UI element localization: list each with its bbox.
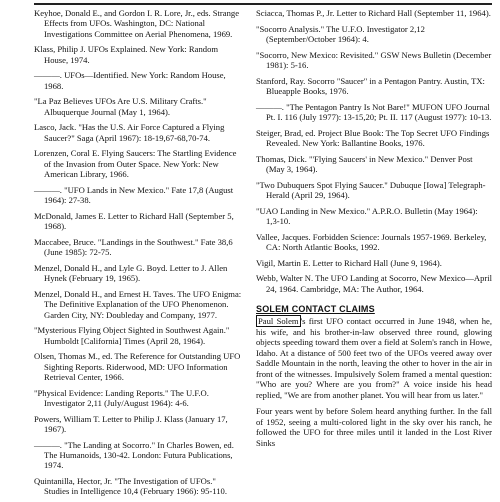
bibliography-left-column (34, 8, 242, 502)
bibliography-entry: Sciacca, Thomas P., Jr. Letter to Richard Hall (September 11, 1964). (256, 8, 491, 18)
bibliography-entry: "Socorro, New Mexico: Revisited." GSW News Bulletin (December 1981): 5-16. (256, 49, 492, 70)
top-rule (34, 3, 492, 5)
bibliography-entry: Webb, Walter N. The UFO Landing at Socorro, New Mexico—April 24, 1964. Cambridge, MA: The Author, 1964. (256, 273, 493, 294)
bibliography-entry: Stanford, Ray. Socorro "Saucer" in a Pentagon Pantry. Austin, TX: Blueapple Books, 1976. (256, 75, 485, 96)
bibliography-entry: Thomas, Dick. "'Flying Saucers' in New Mexico." Denver Post (May 3, 1964). (256, 153, 473, 174)
bibliography-entry: ———. UFOs—Identified. New York: Random House, 1968. (34, 70, 226, 91)
bibliography-entry: Keyhoe, Donald E., and Gordon I. R. Lore, Jr., eds. Strange Effects from UFOs. Washington, DC: National Investigations Committee on Aerial Phenomena, 1969. (34, 8, 240, 39)
bibliography-entry: Maccabee, Bruce. "Landings in the Southwest." Fate 38,6 (June 1985): 72-75. (34, 236, 233, 258)
bibliography-entry: "Mysterious Flying Object Sighted in Southwest Again." Humboldt [California] Times (April 28, 1964). (34, 325, 230, 346)
bibliography-entry: "Two Dubuquers Spot Flying Saucer." Dubuque [Iowa] Telegraph-Herald (April 29, 1964). (256, 179, 486, 200)
bibliography-entry: "UAO Landing in New Mexico." A.P.R.O. Bulletin (May 1964): 1,3-10. (256, 205, 478, 226)
bibliography-entry: "La Paz Believes UFOs Are U.S. Military Crafts." Albuquerque Journal (May 1, 1964). (34, 96, 207, 117)
bibliography-entry: Klass, Philip J. UFOs Explained. New York: Random House, 1974. (34, 44, 219, 65)
bibliography-right-column (256, 8, 492, 454)
bibliography-entry: Quintanilla, Hector, Jr. "The Investigation of UFOs." Studies in Intelligence 10,4 (February 1966): 95-110. (34, 476, 227, 497)
bibliography-entry: "Socorro Analysis." The U.F.O. Investigator 2,12 (September/October 1964): 4. (256, 23, 425, 44)
bibliography-entry: Vigil, Martin E. Letter to Richard Hall (June 9, 1964). (256, 257, 442, 268)
bibliography-entry: Lasco, Jack. "Has the U.S. Air Force Captured a Flying Saucer?" Saga (April 1967): 18-19,67-68,70-74. (34, 122, 225, 143)
bibliography-entry: ———. "UFO Lands in New Mexico." Fate 17,8 (August 1964): 27-38. (34, 184, 234, 206)
highlighted-name: Paul Solem (258, 316, 299, 326)
bibliography-entry: Olsen, Thomas M., ed. The Reference for Outstanding UFO Sighting Reports. Riderwood, MD: UFO Information Retrieval Center, 1966. (34, 351, 241, 383)
contact-paragraph-2: Four years went by before Solem heard anything further. In the fall of 1952, seeing a multi-colored light in the sky over his ranch, he followed the UFO for three miles until it landed in the Lost River Sinks (256, 406, 492, 448)
bibliography-entry: Lorenzen, Coral E. Flying Saucers: The Startling Evidence of the Invasion from Outer Space. New York: New American Library, 1966. (34, 148, 237, 180)
bibliography-entry: Powers, William T. Letter to Philip J. Klass (January 17, 1967). (34, 413, 228, 435)
contact-paragraph-1 (256, 316, 492, 400)
bibliography-entry: McDonald, James E. Letter to Richard Hall (September 5, 1968). (34, 210, 234, 232)
bibliography-entry: Menzel, Donald H., and Ernest H. Taves. The UFO Enigma: The Definitive Explanation of the UFO Phenomenon. Garden City, NY: Doubleday and Company, 1977. (34, 288, 242, 320)
section-heading: SOLEM CONTACT CLAIMS (256, 304, 375, 314)
right-entry-list (256, 8, 492, 294)
bibliography-entry: ———. "The Landing at Socorro." In Charles Bowen, ed. The Humanoids, 130-42. London: Futura Publications, 1974. (34, 439, 234, 471)
bibliography-entry: "Physical Evidence: Landing Reports." The U.F.O. Investigator 2,11 (July/August 1964): 4-6. (34, 387, 209, 409)
paragraph-1-text: 's first UFO contact occurred in June 1948, when he, his wife, and his brother-in-law observed three round, glowing objects speeding toward them over a field at Solem's ranch in Howe, Idaho. At a distance of 500 feet two of the UFOs veered away over Saddle Mountain in the north, leaving the other to hover in the air in front of the witnesses. Impulsively Solem framed a mental question: "Who are you? Where are you from?" A voice inside his head replied, "We are from another planet. You will hear from us later." (256, 316, 493, 400)
bibliography-entry: ———. "The Pentagon Pantry Is Not Bare!" MUFON UFO Journal Pt. I. 116 (July 1977): 13-15,20; Pt. II. 117 (August 1977): 10-13. (256, 101, 492, 122)
bibliography-entry: Steiger, Brad, ed. Project Blue Book: The Top Secret UFO Findings Revealed. New York: Ballantine Books, 1976. (256, 127, 490, 148)
bibliography-entry: Menzel, Donald H., and Lyle G. Boyd. Letter to J. Allen Hynek (February 19, 1965). (34, 262, 228, 284)
bibliography-entry: Vallee, Jacques. Forbidden Science: Journals 1957-1969. Berkeley, CA: North Atlantic Books, 1992. (256, 231, 487, 252)
